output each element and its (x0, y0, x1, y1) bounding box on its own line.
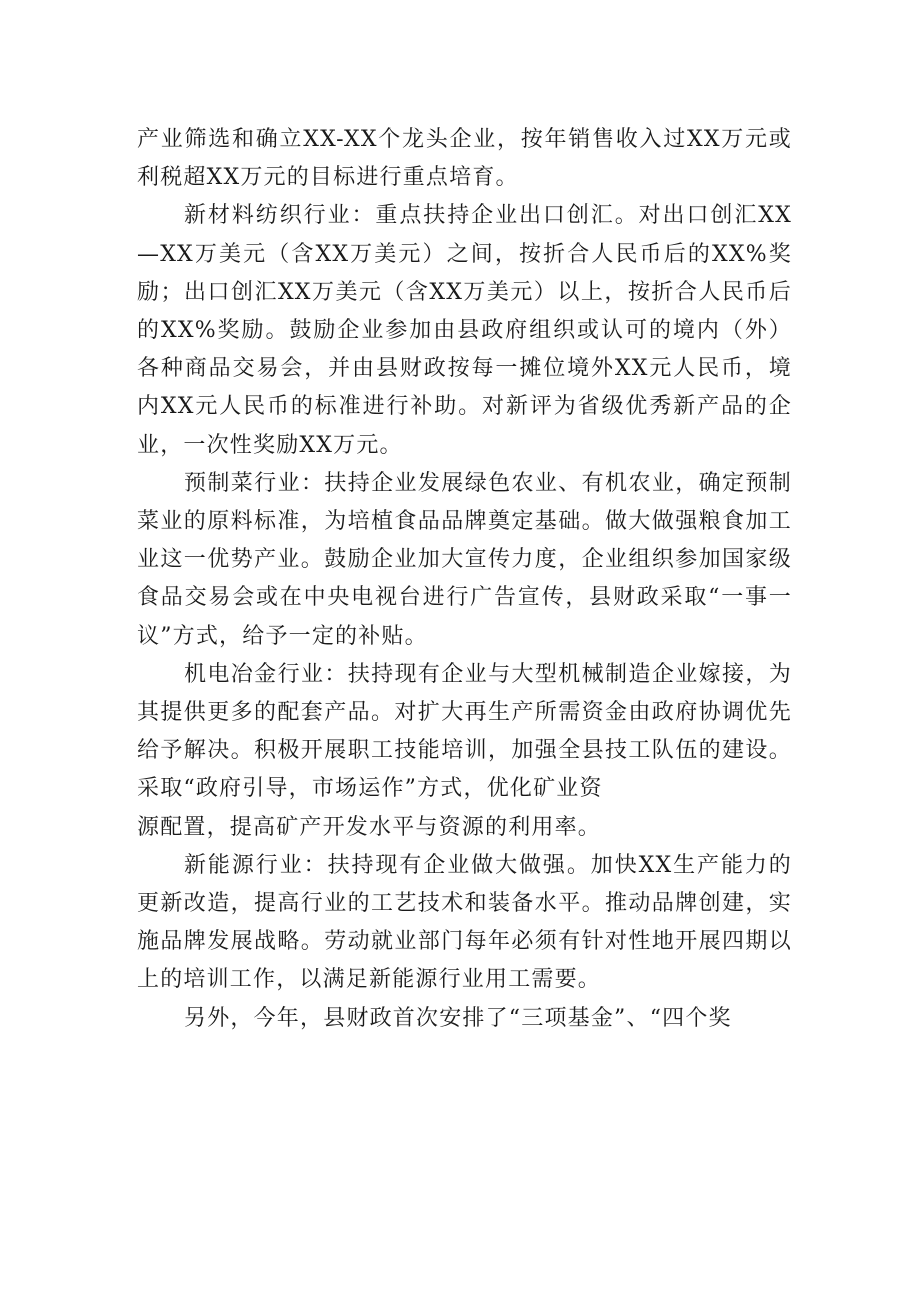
document-body (137, 121, 792, 1038)
paragraph-new-materials-textile: 新材料纺织行业：重点扶持企业出口创汇。对出口创汇XX—XX万美元（含XX万美元）之间，按折合人民币后的XX%奖励；出口创汇XX万美元（含XX万美元）以上，按折合人民币后的XX%奖励。鼓励企业参加由县政府组织或认可的境内（外）各种商品交易会，并由县财政按每一摊位境外XX元人民币，境内XX元人民币的标准进行补助。对新评为省级优秀新产品的企业，一次性奖励XX万元。 (137, 203, 792, 458)
paragraph-prepared-food: 预制菜行业：扶持企业发展绿色农业、有机农业，确定预制菜业的原料标准，为培植食品品牌奠定基础。做大做强粮食加工业这一优势产业。鼓励企业加大宣传力度，企业组织参加国家级食品交易会或在中央电视台进行广告宣传，县财政采取“一事一议”方式，给予一定的补贴。 (137, 470, 792, 649)
paragraph-electromechanical-metallurgy-continuation: 源配置，提高矿产开发水平与资源的利用率。 (137, 814, 602, 840)
paragraph-intro-continuation: 产业筛选和确立XX-XX个龙头企业，按年销售收入过XX万元或利税超XX万元的目标进行重点培育。 (137, 127, 792, 191)
paragraph-additionally: 另外，今年，县财政首次安排了“三项基金”、“四个奖 (184, 1005, 732, 1031)
paragraph-new-energy: 新能源行业：扶持现有企业做大做强。加快XX生产能力的更新改造，提高行业的工艺技术和装备水平。推动品牌创建，实施品牌发展战略。劳动就业部门每年必须有针对性地开展四期以上的培训工作，以满足新能源行业用工需要。 (137, 852, 792, 993)
paragraph-electromechanical-metallurgy: 机电冶金行业：扶持现有企业与大型机械制造企业嫁接，为其提供更多的配套产品。对扩大再生产所需资金由政府协调优先给予解决。积极开展职工技能培训，加强全县技工队伍的建设。采取“政府引导，市场运作”方式，优化矿业资 (137, 661, 792, 802)
